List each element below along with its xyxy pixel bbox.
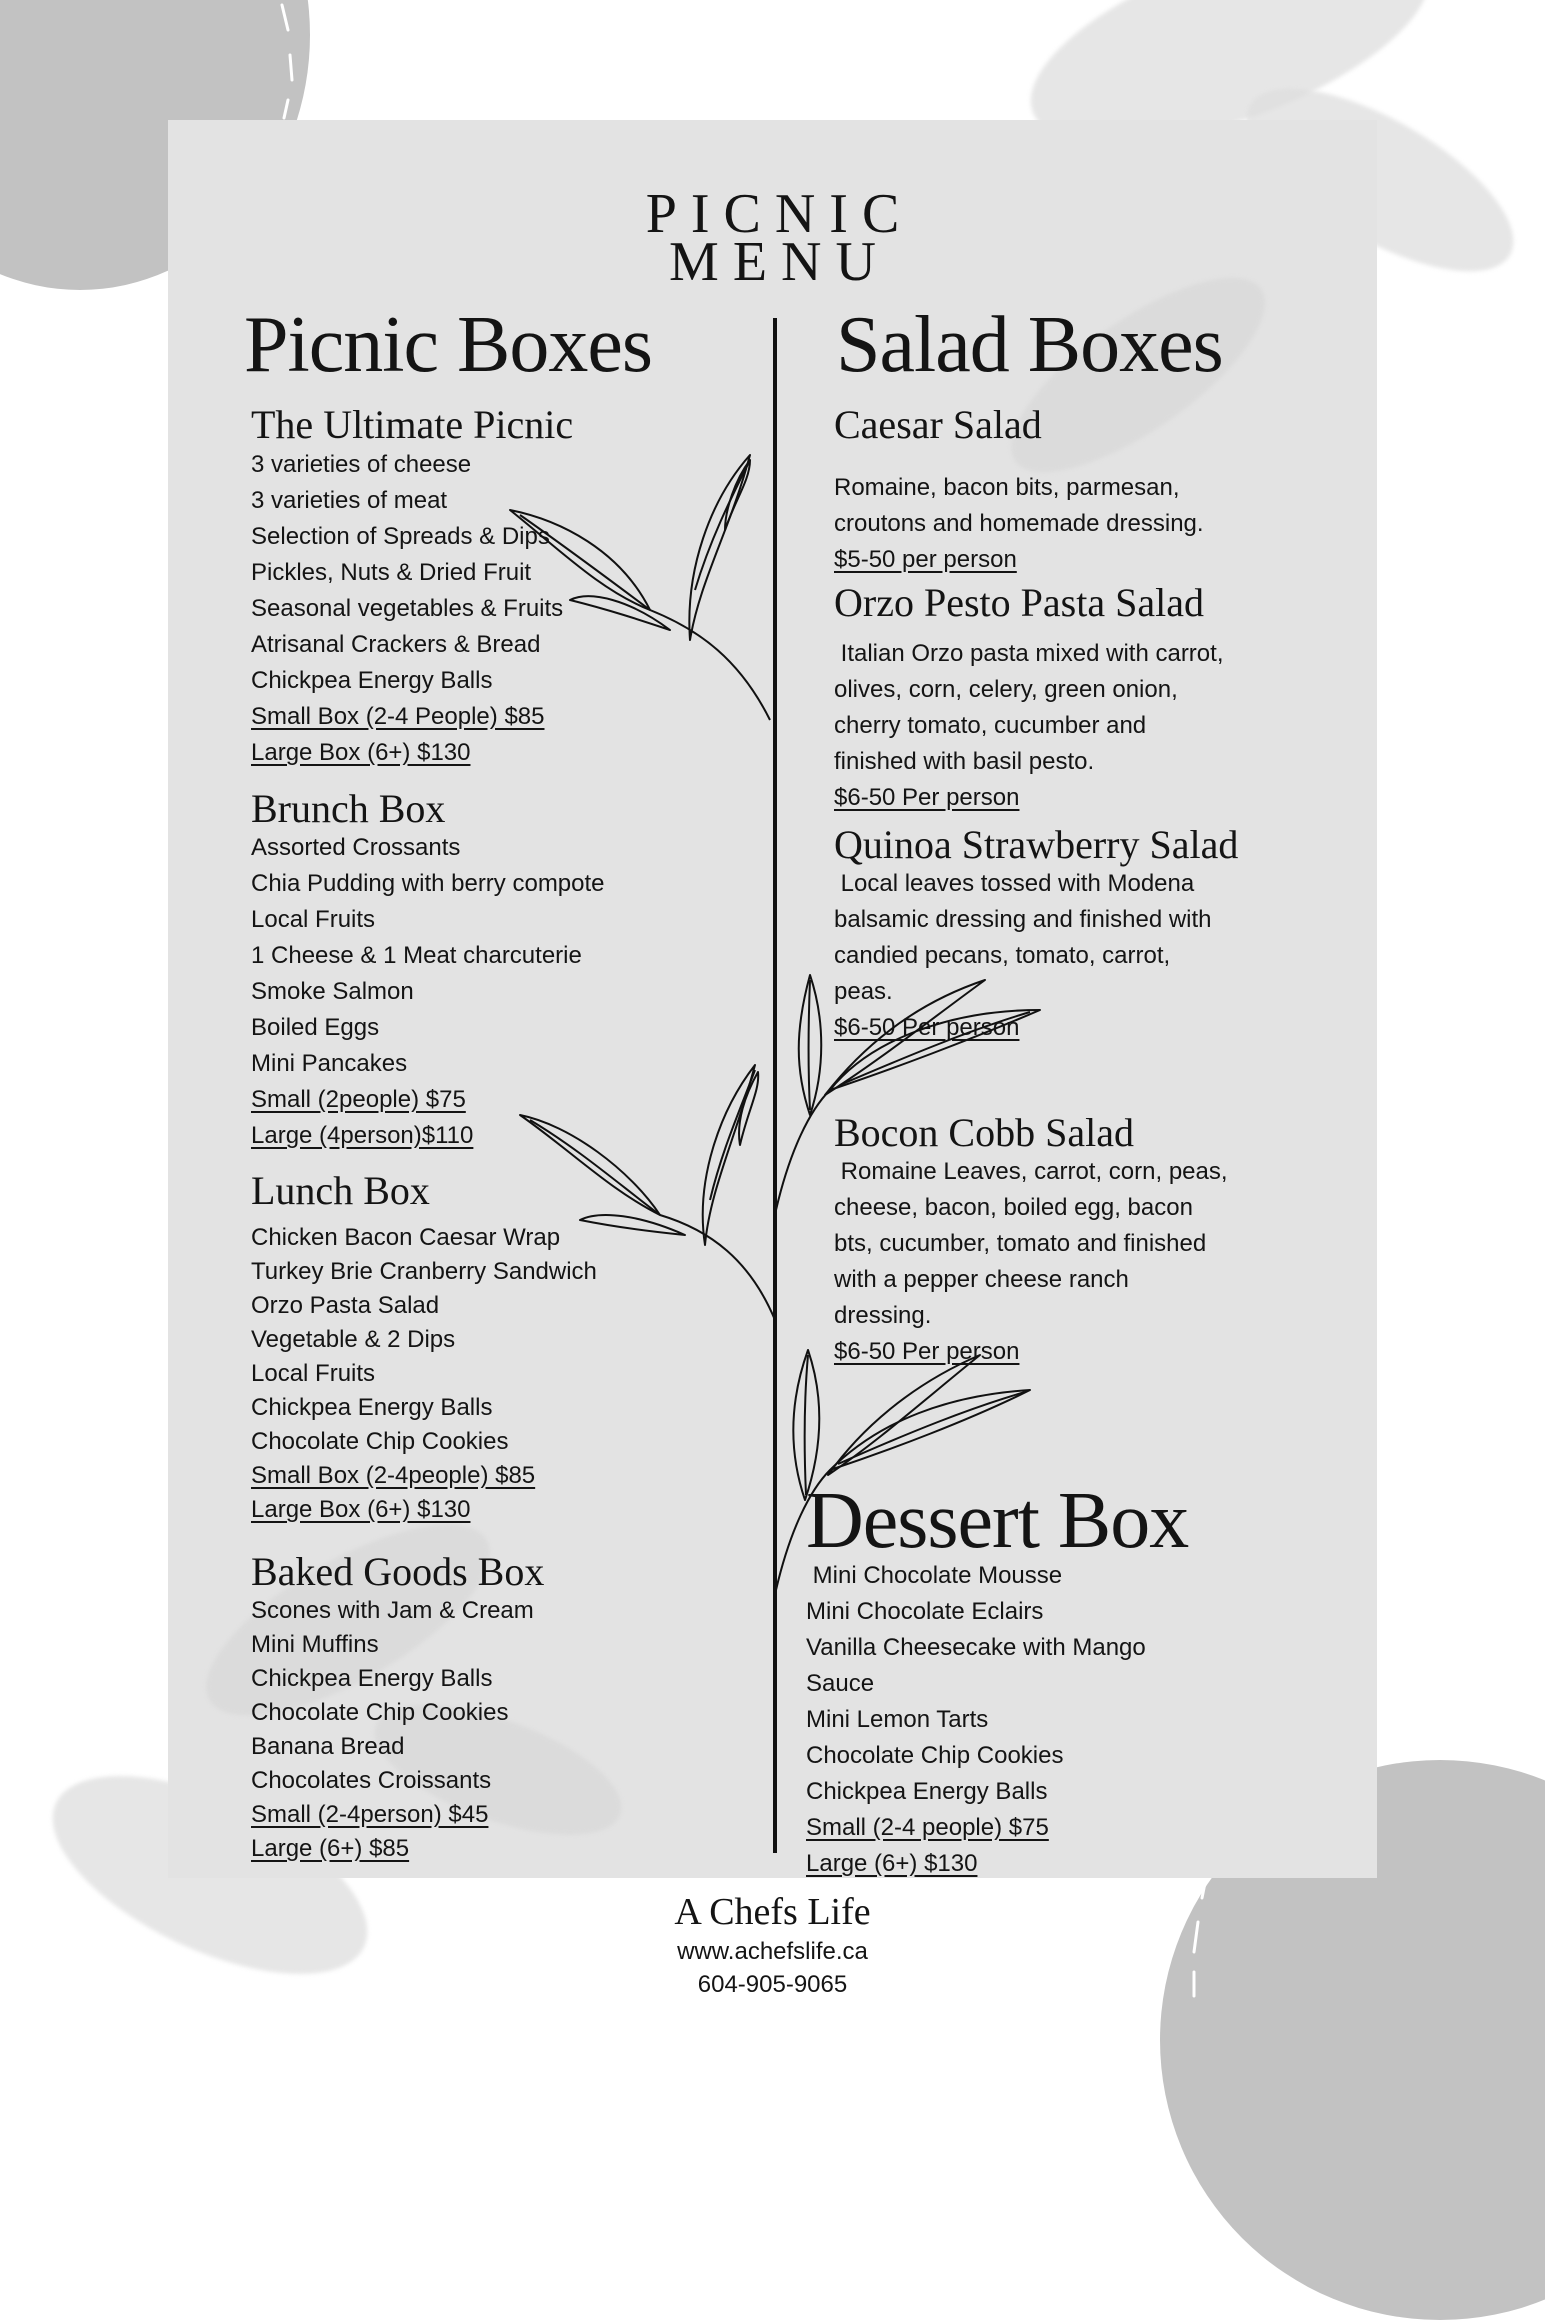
price-large: Large (6+) $130 bbox=[806, 1850, 978, 1877]
list-item: Mini Muffins bbox=[251, 1631, 379, 1658]
description-line: Romaine, bacon bits, parmesan, bbox=[834, 474, 1180, 501]
list-item: 3 varieties of meat bbox=[251, 487, 448, 514]
description-line: cherry tomato, cucumber and bbox=[834, 712, 1147, 739]
list-item: Local Fruits bbox=[251, 1360, 376, 1387]
section-title-brunch-box: Brunch Box bbox=[251, 786, 446, 831]
section-title-quinoa-strawberry-salad: Quinoa Strawberry Salad bbox=[834, 822, 1239, 867]
list-item: Chickpea Energy Balls bbox=[251, 1394, 493, 1421]
section-title-ultimate-picnic: The Ultimate Picnic bbox=[251, 402, 574, 447]
description-line: bts, cucumber, tomato and finished bbox=[834, 1230, 1207, 1257]
description-line: dressing. bbox=[834, 1302, 932, 1329]
section-title-orzo-pesto-pasta-salad: Orzo Pesto Pasta Salad bbox=[834, 580, 1204, 625]
description-line: peas. bbox=[834, 978, 893, 1005]
leaf-branch-icon bbox=[500, 440, 780, 740]
salad-boxes-heading: Salad Boxes bbox=[836, 301, 1223, 389]
leaf-branch-icon bbox=[770, 970, 1050, 1290]
list-item: Boiled Eggs bbox=[251, 1014, 380, 1041]
description-line: Local leaves tossed with Modena bbox=[834, 870, 1195, 897]
dessert-box-heading: Dessert Box bbox=[806, 1477, 1189, 1565]
description-line: finished with basil pesto. bbox=[834, 748, 1095, 775]
list-item: Chia Pudding with berry compote bbox=[251, 870, 605, 897]
list-item: Mini Chocolate Eclairs bbox=[806, 1598, 1044, 1625]
description-line: with a pepper cheese ranch bbox=[834, 1266, 1129, 1293]
list-item: Pickles, Nuts & Dried Fruit bbox=[251, 559, 532, 586]
price-large: Large (4person)$110 bbox=[251, 1122, 474, 1149]
description-line: cheese, bacon, boiled egg, bacon bbox=[834, 1194, 1193, 1221]
list-item: Mini Chocolate Mousse bbox=[806, 1562, 1063, 1589]
description-line: Romaine Leaves, carrot, corn, peas, bbox=[834, 1158, 1228, 1185]
list-item: Banana Bread bbox=[251, 1733, 405, 1760]
website-link[interactable]: www.achefslife.ca bbox=[677, 1938, 868, 1965]
menu-title-line1: PICNIC bbox=[645, 183, 914, 245]
list-item: 1 Cheese & 1 Meat charcuterie bbox=[251, 942, 582, 969]
list-item: Chocolate Chip Cookies bbox=[251, 1428, 509, 1455]
list-item: Chicken Bacon Caesar Wrap bbox=[251, 1224, 561, 1251]
list-item: Chocolates Croissants bbox=[251, 1767, 492, 1794]
price-small: Small (2-4person) $45 bbox=[251, 1801, 489, 1828]
leaf-branch-icon bbox=[510, 1050, 790, 1340]
list-item: Selection of Spreads & Dips bbox=[251, 523, 550, 550]
description-line: balsamic dressing and finished with bbox=[834, 906, 1212, 933]
list-item: Chocolate Chip Cookies bbox=[806, 1742, 1064, 1769]
list-item: Orzo Pasta Salad bbox=[251, 1292, 440, 1319]
list-item: Smoke Salmon bbox=[251, 978, 414, 1005]
list-item: Atrisanal Crackers & Bread bbox=[251, 631, 541, 658]
list-item: Mini Lemon Tarts bbox=[806, 1706, 989, 1733]
orzo-pesto-desc bbox=[834, 636, 1223, 816]
menu-title-line2: MENU bbox=[669, 231, 890, 293]
list-item: Mini Pancakes bbox=[251, 1050, 408, 1077]
section-title-lunch-box: Lunch Box bbox=[251, 1168, 430, 1213]
list-item: Sauce bbox=[806, 1670, 875, 1697]
list-item: Chocolate Chip Cookies bbox=[251, 1699, 509, 1726]
section-title-bocon-cobb-salad: Bocon Cobb Salad bbox=[834, 1110, 1134, 1155]
list-item: Vanilla Cheesecake with Mango bbox=[806, 1634, 1146, 1661]
list-item: Chickpea Energy Balls bbox=[251, 667, 493, 694]
leaf-branch-icon bbox=[770, 1340, 1050, 1660]
stitch-decor-top bbox=[270, 0, 310, 120]
section-title-baked-goods-box: Baked Goods Box bbox=[251, 1549, 545, 1594]
list-item: Chickpea Energy Balls bbox=[806, 1778, 1048, 1805]
list-item: Turkey Brie Cranberry Sandwich bbox=[251, 1258, 597, 1285]
list-item: Local Fruits bbox=[251, 906, 376, 933]
price-small: Small Box (2-4 People) $85 bbox=[251, 703, 545, 730]
list-item: Assorted Crossants bbox=[251, 834, 461, 861]
brand-name: A Chefs Life bbox=[674, 1891, 871, 1933]
price: $5-50 per person bbox=[834, 546, 1017, 573]
caesar-salad-desc bbox=[834, 470, 1204, 578]
baked-goods-items bbox=[251, 1594, 534, 1866]
price-large: Large Box (6+) $130 bbox=[251, 739, 471, 766]
price: $6-50 Per person bbox=[834, 1338, 1020, 1365]
picnic-boxes-heading: Picnic Boxes bbox=[244, 301, 652, 389]
description-line: Italian Orzo pasta mixed with carrot, bbox=[834, 640, 1224, 667]
price: $6-50 Per person bbox=[834, 1014, 1020, 1041]
list-item: Scones with Jam & Cream bbox=[251, 1597, 534, 1624]
price-large: Large Box (6+) $130 bbox=[251, 1496, 471, 1523]
section-title-caesar-salad: Caesar Salad bbox=[834, 402, 1042, 447]
price-small: Small (2-4 people) $75 bbox=[806, 1814, 1049, 1841]
list-item: Vegetable & 2 Dips bbox=[251, 1326, 456, 1353]
price-small: Small Box (2-4people) $85 bbox=[251, 1462, 536, 1489]
phone-number: 604-905-9065 bbox=[697, 1971, 848, 1998]
price-large: Large (6+) $85 bbox=[251, 1835, 410, 1862]
list-item: 3 varieties of cheese bbox=[251, 451, 472, 478]
description-line: croutons and homemade dressing. bbox=[834, 510, 1204, 537]
description-line: candied pecans, tomato, carrot, bbox=[834, 942, 1171, 969]
description-line: olives, corn, celery, green onion, bbox=[834, 676, 1178, 703]
price: $6-50 Per person bbox=[834, 784, 1020, 811]
list-item: Chickpea Energy Balls bbox=[251, 1665, 493, 1692]
list-item: Seasonal vegetables & Fruits bbox=[251, 595, 564, 622]
price-small: Small (2people) $75 bbox=[251, 1086, 466, 1113]
